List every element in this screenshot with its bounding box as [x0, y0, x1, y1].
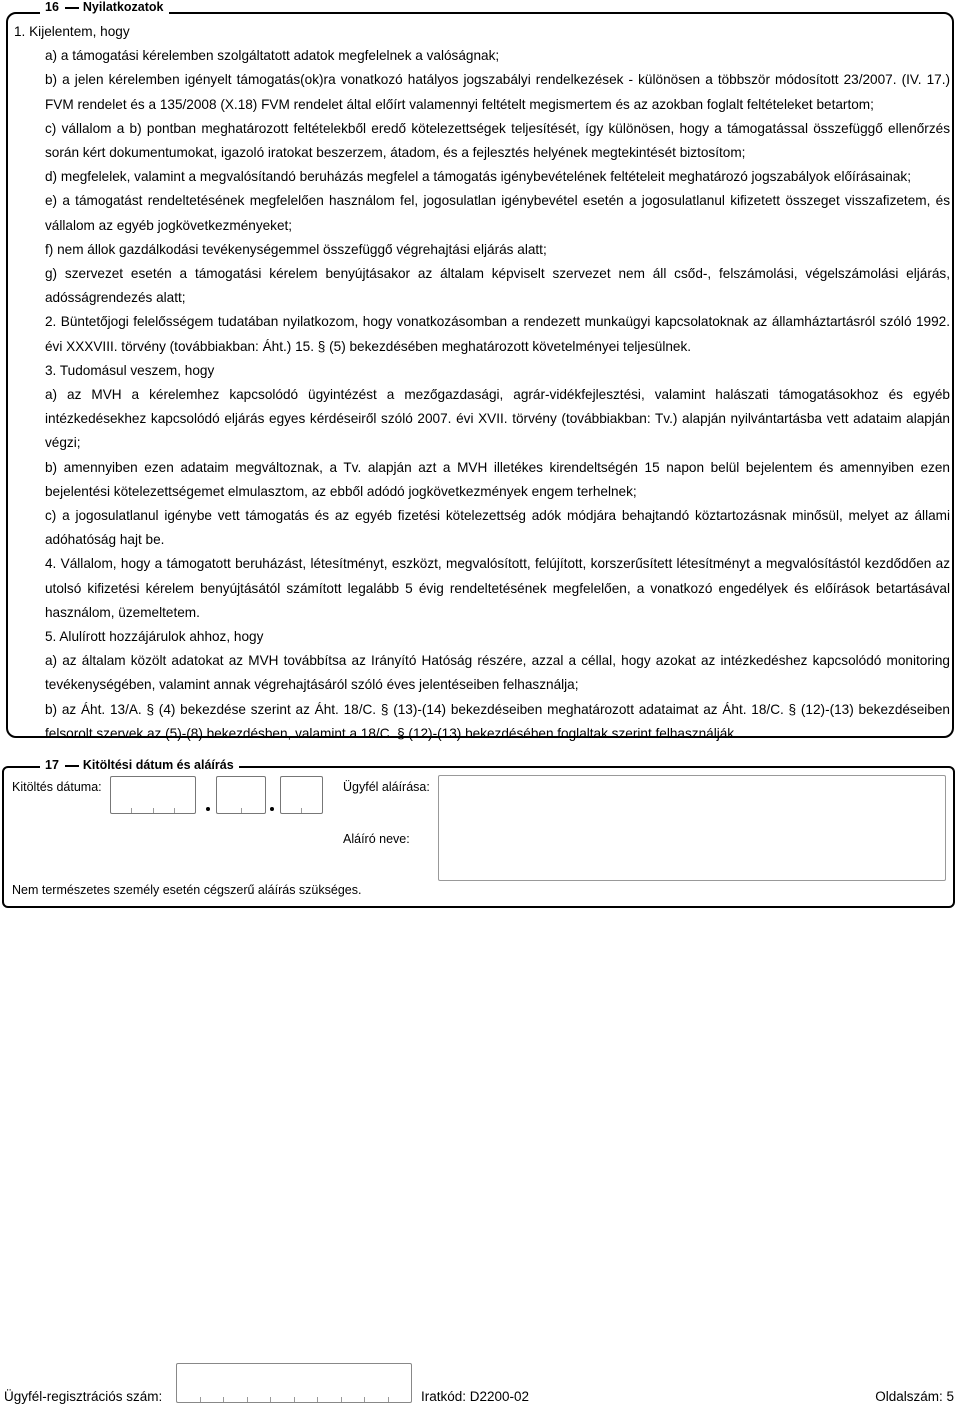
- signature-note: Nem természetes személy esetén cégszerű aláírás szükséges.: [12, 883, 362, 897]
- declaration-paragraph: 5. Alulírott hozzájárulok ahhoz, hogy: [45, 629, 264, 645]
- declaration-paragraph: g) szervezet esetén a támogatási kérelem benyújtásakor az általam képviselt szervezet nem áll csőd-, felszámolási, végelszámolási eljárás, adósságrendezés alatt;: [45, 266, 950, 306]
- section-17-title: Kitöltési dátum és aláírás: [82, 758, 234, 772]
- declarations-text: [14, 20, 950, 746]
- declaration-paragraph: e) a támogatást rendeltetésének megfelelően használom fel, jogosulatlan igénybevétel esetén a jogosulatlanul kifizetett összeget visszafizetem, és vállalom az egyéb jogkövetkezményeket;: [45, 193, 950, 233]
- declaration-paragraph: b) amennyiben ezen adataim megváltoznak, a Tv. alapján azt a MVH illetékes kirendeltségén 15 napon belül bejelentem és amennyiben ezen bejelentési kötelezettségemet elmulasztom, az ebből adódó jogkövetkezmények engem terhelnek;: [45, 459, 950, 499]
- date-label: Kitöltés dátuma:: [12, 780, 102, 794]
- section-16-header: [40, 0, 169, 14]
- declaration-paragraph: 4. Vállalom, hogy a támogatott beruházást, létesítményt, eszközt, megvalósított, felújított, korszerűsített létesítményt a megvalósítástól kezdődően az utolsó kifizetési kérelem benyújtásától számított legalább 5 évig rendeltetésének megfelelően, a vonatkozó engedélyek és előírások betartásával használom, üzemeltetem.: [45, 556, 950, 620]
- declaration-paragraph: 1. Kijelentem, hogy: [14, 24, 130, 39]
- date-separator-dot: [206, 807, 210, 811]
- declaration-paragraph: a) az MVH a kérelemhez kapcsolódó ügyintézést a mezőgazdasági, agrár-vidékfejlesztési, valamint halászati támogatásokhoz és egyéb intézkedésekhez kapcsolódó eljárás egyes kérdéseiről szóló 2007. évi XVII. törvény (továbbiakban: Tv.) alapján nyilvántartásba vett adataim alapján végzi;: [45, 387, 950, 451]
- declaration-paragraph: c) a jogosulatlanul igénybe vett támogatás és az egyéb fizetési kötelezettség adók módjára behajtandó köztartozásnak minősül, melyet az állami adóhatóság hajt be.: [45, 508, 950, 548]
- signature-field[interactable]: [438, 775, 946, 881]
- declaration-paragraph: a) a támogatási kérelemben szolgáltatott adatok megfelelnek a valóságnak;: [45, 48, 500, 64]
- declaration-paragraph: d) megfelelek, valamint a megvalósítandó beruházás megfelel a támogatás igénybevételének feltételeit meghatározó jogszabályok előírásainak;: [45, 169, 911, 185]
- date-year-field[interactable]: [110, 776, 196, 814]
- registration-number-field[interactable]: [176, 1363, 412, 1403]
- document-code: Iratkód: D2200-02: [421, 1389, 530, 1404]
- date-month-field[interactable]: [216, 776, 266, 814]
- section-16-number: 16: [45, 0, 59, 14]
- declaration-paragraph: 3. Tudomásul veszem, hogy: [45, 362, 215, 378]
- signature-label: Ügyfél aláírása:: [343, 780, 430, 794]
- date-day-field[interactable]: [280, 776, 323, 814]
- declaration-paragraph: a) az általam közölt adatokat az MVH továbbítsa az Irányító Hatóság részére, azzal a céllal, hogy azokat az intézkedéshez kapcsolódó monitoring tevékenységében, valamint annak végrehajtásáról szóló éves jelentéseiben felhasználja;: [45, 653, 950, 693]
- signer-name-label: Aláíró neve:: [343, 832, 410, 846]
- declaration-paragraph: b) az Áht. 13/A. § (4) bekezdése szerint az Áht. 18/C. § (13)-(14) bekezdéseiben meghatározott adataimat az Áht. 18/C. § (12)-(13) bekezdéseiben felsorolt szervek az (5)-(8) bekezdésben, valamint a 18/C. § (12)-(13) bekezdésében foglaltak szerint felhasználják.: [45, 701, 950, 741]
- section-16-title: Nyilatkozatok: [82, 0, 164, 14]
- declaration-paragraph: b) a jelen kérelemben igényelt támogatás(ok)ra vonatkozó hatályos jogszabályi rendelkezések - különösen a többször módosított 23/2007. (IV. 17.) FVM rendelet és a 135/2008 (X.18) FVM rendelet által előírt valamennyi feltételt megismertem és az azokban foglalt feltételeket betartom;: [45, 72, 950, 112]
- declaration-paragraph: f) nem állok gazdálkodási tevékenységemmel összefüggő végrehajtási eljárás alatt;: [45, 241, 547, 257]
- declaration-paragraph: 2. Büntetőjogi felelősségem tudatában nyilatkozom, hogy vonatkozásomban a rendezett munkaügyi kapcsolatoknak az államháztartásról szóló 1992. évi XXXVIII. törvény (továbbiakban: Áht.) 15. § (5) bekezdésében meghatározott követelményei teljesülnek.: [45, 314, 950, 354]
- section-17-header: [40, 758, 239, 772]
- section-17-rule: [65, 765, 79, 767]
- section-16-rule: [65, 7, 79, 9]
- registration-number-label: Ügyfél-regisztrációs szám:: [4, 1389, 163, 1404]
- page-footer: [0, 1355, 960, 1407]
- declaration-paragraph: c) vállalom a b) pontban meghatározott feltételekből eredő kötelezettségek teljesítését, így különösen, hogy a támogatással összefüggő ellenőrzés során kért dokumentumokat, igazoló iratokat beszerzem, átadom, és a fejlesztés helyének megtekintését biztosítom;: [45, 120, 950, 161]
- date-separator-dot: [270, 807, 274, 811]
- section-17-number: 17: [45, 758, 59, 772]
- page-number: Oldalszám: 5: [875, 1389, 954, 1404]
